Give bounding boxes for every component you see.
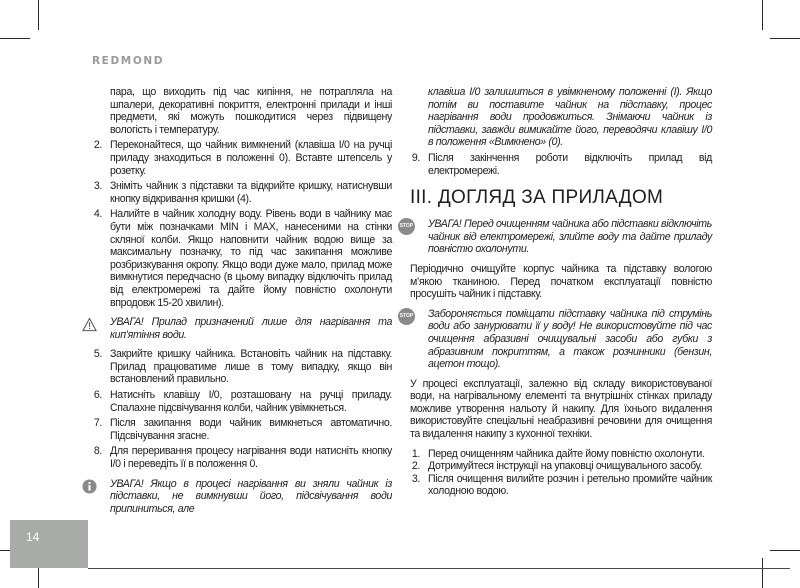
item-text: Дотримуйтеся інструкції на упаковці очищувального засобу. bbox=[428, 460, 703, 473]
crop-mark bbox=[762, 0, 763, 30]
list-item bbox=[410, 152, 712, 177]
stop-note bbox=[399, 307, 712, 371]
stop-icon: STOP bbox=[398, 308, 415, 325]
list-item bbox=[82, 389, 392, 414]
intro-paragraph: пара, що виходить під час кипіння, не потрапляла на шпалери, декоративні покриття, електронні прилади и інші предмети, які можуть пошкодитися через підвищену вологість і температуру. bbox=[110, 86, 392, 136]
crop-mark bbox=[770, 550, 800, 551]
item-text: Натисніть клавішу I/0, розташовану на ручці приладу. Спалахне підсвічування колби, чайник увімкнеться. bbox=[110, 389, 392, 414]
list-item bbox=[82, 180, 392, 205]
crop-mark bbox=[770, 38, 800, 39]
crop-mark bbox=[0, 38, 30, 39]
item-number: 2. bbox=[411, 460, 420, 473]
crop-mark bbox=[762, 558, 763, 588]
note-text: УВАГА! Перед очищенням чайника або підставки відключіть чайник від електромережі, злийте воду та дайте приладу повністю охолонути. bbox=[428, 218, 712, 256]
list-item bbox=[82, 348, 392, 386]
footer-rule bbox=[88, 568, 790, 569]
item-text: Після закипання води чайник вимкнеться автоматично. Підсвічування згасне. bbox=[110, 417, 392, 442]
item-text: Налийте в чайник холодну воду. Рівень води в чайнику має бути між позначками MIN і MAX, нанесеними на стінки скляної колби. Якщо наповнити чайник водою вище за максимальну позначку, то під час закипання можливе розбризкування окропу. Якщо води дуже мало, прилад може вимкнутися передчасно (в цьому випадку відключіть прилад від електромережі та дайте йому повністю охолонути впродовж 15-20 хвилин). bbox=[110, 208, 392, 309]
item-text: Переконайтеся, що чайник вимкнений (клавіша I/0 на ручці приладу знаходиться в положенні 0). Вставте штепсель у розетку. bbox=[110, 139, 392, 177]
item-text: Для переривання процесу нагрівання води натисніть кнопку I/0 і переведіть її в положення 0. bbox=[110, 445, 392, 471]
item-number: 3. bbox=[93, 180, 102, 193]
note-text: УВАГА! Якщо в процесі нагрівання ви зняли чайник із підставки, не вимкнувши його, підсвічування води припиниться, але bbox=[110, 477, 392, 515]
stop-note bbox=[399, 218, 712, 256]
warning-triangle-icon bbox=[82, 317, 97, 332]
note-text: Забороняється поміщати підставку чайника під струмінь води або занурювати її у воду! Не використовуйте під час очищення абразивні очищувальні засоби або губки з абразивним покриттям, а також розчинники (бензин, ацетон тощо). bbox=[428, 307, 712, 371]
item-text: Перед очищенням чайника дайте йому повністю охолонути. bbox=[428, 447, 705, 460]
note-text: УВАГА! Прилад призначений лише для нагрівання та кип’ятіння води. bbox=[110, 316, 392, 341]
item-number: 4. bbox=[93, 208, 102, 221]
section-heading: III. ДОГЛЯД ЗА ПРИЛАДОМ bbox=[410, 187, 664, 209]
continued-note: клавіша I/0 залишиться в увімкненому положенні (I). Якщо потім ви поставите чайник на підставку, процес нагрівання води продовжиться. Знімаючи чайник із підставки, завжди вимикайте його, переводячи клавішу I/0 в положення «Вимкнено» (0). bbox=[428, 86, 712, 149]
list-item bbox=[82, 139, 392, 177]
list-item bbox=[410, 460, 712, 473]
item-number: 3. bbox=[411, 472, 420, 485]
right-column bbox=[399, 86, 712, 498]
list-item bbox=[82, 417, 392, 442]
item-text: Закрийте кришку чайника. Встановіть чайник на підставку. Прилад працюватиме лише в тому випадку, якщо він встановлений правильно. bbox=[110, 348, 392, 386]
item-text: Зніміть чайник з підставки та відкрийте кришку, натиснувши кнопку відкривання кришки (4). bbox=[110, 180, 392, 205]
item-number: 9. bbox=[411, 151, 420, 164]
left-column bbox=[82, 86, 392, 515]
page-number: 14 bbox=[26, 530, 40, 544]
item-text: Після очищення вилийте розчин і ретельно промийте чайник холодною водою. bbox=[428, 472, 712, 498]
list-item bbox=[410, 448, 712, 461]
info-note bbox=[82, 478, 392, 516]
item-number: 5. bbox=[93, 348, 102, 361]
list-item bbox=[82, 208, 392, 309]
warning-note bbox=[82, 316, 392, 341]
item-number: 7. bbox=[93, 417, 102, 430]
brand-logo: REDMOND bbox=[92, 55, 165, 67]
stop-icon: STOP bbox=[398, 218, 415, 235]
crop-mark bbox=[38, 0, 39, 30]
care-paragraph: Періодично очищуйте корпус чайника та підставку вологою м’якою тканиною. Перед початком експлуатації повністю просушіть чайник і підставку. bbox=[410, 262, 712, 301]
info-icon bbox=[82, 479, 97, 494]
list-item bbox=[410, 473, 712, 498]
descaling-paragraph: У процесі експлуатації, залежно від складу використовуваної води, на нагрівальному елементі та внутрішніх стінках приладу можливе утворення нальоту й накипу. Для їхнього видалення використовуйте спеціальні неабразивні речовини для очищення та видалення накипу з кухонної техніки. bbox=[410, 377, 712, 441]
item-text: Після закінчення роботи відключіть прилад від електромережі. bbox=[428, 151, 712, 177]
item-number: 6. bbox=[93, 389, 102, 402]
item-number: 2. bbox=[93, 139, 102, 152]
page-number-tab bbox=[10, 520, 88, 568]
item-number: 8. bbox=[93, 445, 102, 458]
list-item bbox=[82, 445, 392, 470]
item-number: 1. bbox=[411, 447, 420, 460]
